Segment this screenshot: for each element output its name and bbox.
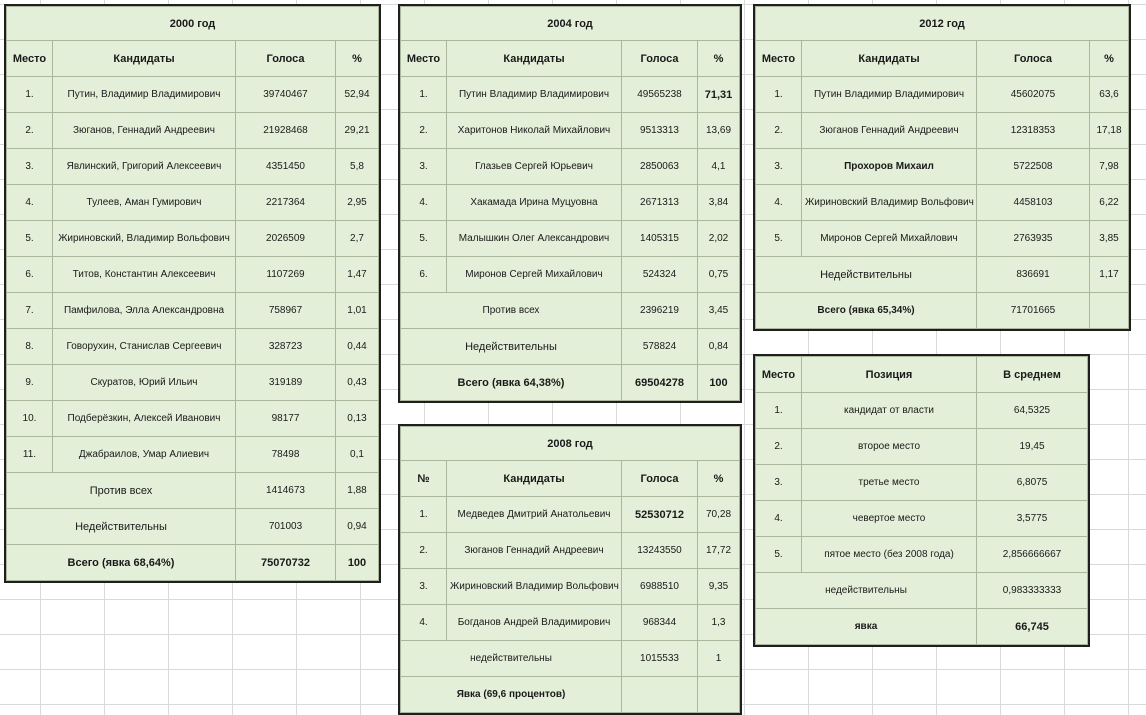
place-cell: 1. bbox=[7, 77, 53, 113]
place-cell: 2. bbox=[756, 113, 802, 149]
table-2004 bbox=[398, 4, 742, 403]
candidate-cell: Тулеев, Аман Гумирович bbox=[53, 185, 236, 221]
percent-cell: 2,02 bbox=[698, 221, 740, 257]
table-row bbox=[7, 329, 379, 365]
place-cell: 3. bbox=[401, 149, 447, 185]
percent-cell: 1,01 bbox=[336, 293, 379, 329]
col-header-candidates: Кандидаты bbox=[447, 41, 622, 77]
table-row bbox=[401, 185, 740, 221]
candidate-cell: Подберёзкин, Алексей Иванович bbox=[53, 401, 236, 437]
turnout-label: Явка (69,6 процентов) bbox=[401, 677, 622, 713]
position-cell: кандидат от власти bbox=[802, 393, 977, 429]
turnout-votes bbox=[622, 677, 698, 713]
votes-cell: 49565238 bbox=[622, 77, 698, 113]
against-votes: 2396219 bbox=[622, 293, 698, 329]
votes-cell: 319189 bbox=[236, 365, 336, 401]
table-row bbox=[7, 257, 379, 293]
turnout-row bbox=[401, 677, 740, 713]
candidate-cell: Медведев Дмитрий Анатольевич bbox=[447, 497, 622, 533]
table-row bbox=[7, 149, 379, 185]
total-votes: 75070732 bbox=[236, 545, 336, 581]
percent-cell: 0,43 bbox=[336, 365, 379, 401]
votes-cell: 21928468 bbox=[236, 113, 336, 149]
against-row bbox=[401, 293, 740, 329]
col-header-position: Позиция bbox=[802, 357, 977, 393]
table-row bbox=[401, 497, 740, 533]
table-row bbox=[401, 533, 740, 569]
votes-cell: 2763935 bbox=[977, 221, 1090, 257]
place-cell: 3. bbox=[401, 569, 447, 605]
place-cell: 4. bbox=[756, 501, 802, 537]
col-header-votes: Голоса bbox=[622, 461, 698, 497]
place-cell: 1. bbox=[401, 497, 447, 533]
place-cell: 11. bbox=[7, 437, 53, 473]
percent-cell: 17,72 bbox=[698, 533, 740, 569]
percent-cell: 3,85 bbox=[1090, 221, 1129, 257]
against-row bbox=[7, 473, 379, 509]
total-votes: 69504278 bbox=[622, 365, 698, 401]
percent-cell: 7,98 bbox=[1090, 149, 1129, 185]
col-header-place: Место bbox=[756, 41, 802, 77]
table-title: 2000 год bbox=[7, 7, 379, 41]
percent-cell: 63,6 bbox=[1090, 77, 1129, 113]
candidate-cell: Скуратов, Юрий Ильич bbox=[53, 365, 236, 401]
votes-cell: 45602075 bbox=[977, 77, 1090, 113]
table-row bbox=[756, 77, 1129, 113]
against-votes: 1414673 bbox=[236, 473, 336, 509]
table-row bbox=[756, 113, 1129, 149]
percent-cell: 0,1 bbox=[336, 437, 379, 473]
col-header-place: Место bbox=[756, 357, 802, 393]
votes-cell: 39740467 bbox=[236, 77, 336, 113]
candidate-cell: Явлинский, Григорий Алексеевич bbox=[53, 149, 236, 185]
percent-cell: 29,21 bbox=[336, 113, 379, 149]
table-row bbox=[401, 113, 740, 149]
place-cell: 5. bbox=[401, 221, 447, 257]
candidate-cell: Зюганов, Геннадий Андреевич bbox=[53, 113, 236, 149]
place-cell: 3. bbox=[756, 149, 802, 185]
place-cell: 5. bbox=[756, 221, 802, 257]
place-cell: 2. bbox=[756, 429, 802, 465]
table-row bbox=[7, 437, 379, 473]
place-cell: 1. bbox=[756, 393, 802, 429]
votes-cell: 78498 bbox=[236, 437, 336, 473]
invalid-row bbox=[401, 329, 740, 365]
total-label: Всего (явка 68,64%) bbox=[7, 545, 236, 581]
total-label: Всего (явка 64,38%) bbox=[401, 365, 622, 401]
total-row bbox=[756, 293, 1129, 329]
percent-cell: 3,84 bbox=[698, 185, 740, 221]
votes-cell: 4458103 bbox=[977, 185, 1090, 221]
percent-cell: 2,7 bbox=[336, 221, 379, 257]
table-row bbox=[756, 185, 1129, 221]
table-average bbox=[753, 354, 1090, 647]
votes-cell: 1107269 bbox=[236, 257, 336, 293]
candidate-cell: Хакамада Ирина Муцуовна bbox=[447, 185, 622, 221]
turnout-row bbox=[756, 609, 1088, 645]
invalid-label: Недействительны bbox=[7, 509, 236, 545]
col-header-place: Место bbox=[7, 41, 53, 77]
total-percent bbox=[1090, 293, 1129, 329]
place-cell: 9. bbox=[7, 365, 53, 401]
total-percent: 100 bbox=[336, 545, 379, 581]
percent-cell: 9,35 bbox=[698, 569, 740, 605]
votes-cell: 4351450 bbox=[236, 149, 336, 185]
table-row bbox=[756, 221, 1129, 257]
table-2012 bbox=[753, 4, 1131, 331]
votes-cell: 968344 bbox=[622, 605, 698, 641]
percent-cell: 0,75 bbox=[698, 257, 740, 293]
col-header-place: Место bbox=[401, 41, 447, 77]
candidate-cell: Миронов Сергей Михайлович bbox=[447, 257, 622, 293]
percent-cell: 1,3 bbox=[698, 605, 740, 641]
candidate-cell: Путин Владимир Владимирович bbox=[447, 77, 622, 113]
percent-cell: 70,28 bbox=[698, 497, 740, 533]
percent-cell: 52,94 bbox=[336, 77, 379, 113]
candidate-cell: Жириновский, Владимир Вольфович bbox=[53, 221, 236, 257]
percent-cell: 2,95 bbox=[336, 185, 379, 221]
invalid-votes: 701003 bbox=[236, 509, 336, 545]
table-row bbox=[401, 221, 740, 257]
col-header-percent: % bbox=[1090, 41, 1129, 77]
percent-cell: 0,13 bbox=[336, 401, 379, 437]
place-cell: 2. bbox=[7, 113, 53, 149]
votes-cell: 1405315 bbox=[622, 221, 698, 257]
candidate-cell: Прохоров Михаил bbox=[802, 149, 977, 185]
place-cell: 6. bbox=[401, 257, 447, 293]
candidate-cell: Говорухин, Станислав Сергеевич bbox=[53, 329, 236, 365]
total-row bbox=[401, 365, 740, 401]
percent-cell: 13,69 bbox=[698, 113, 740, 149]
votes-cell: 5722508 bbox=[977, 149, 1090, 185]
table-row bbox=[7, 77, 379, 113]
table-row bbox=[756, 501, 1088, 537]
votes-cell: 12318353 bbox=[977, 113, 1090, 149]
table-row bbox=[7, 293, 379, 329]
candidate-cell: Жириновский Владимир Вольфович bbox=[802, 185, 977, 221]
place-cell: 1. bbox=[401, 77, 447, 113]
table-title: 2008 год bbox=[401, 427, 740, 461]
table-title: 2004 год bbox=[401, 7, 740, 41]
table-row bbox=[756, 537, 1088, 573]
total-percent: 100 bbox=[698, 365, 740, 401]
invalid-row bbox=[756, 573, 1088, 609]
place-cell: 4. bbox=[401, 185, 447, 221]
col-header-number: № bbox=[401, 461, 447, 497]
candidate-cell: Зюганов Геннадий Андреевич bbox=[447, 533, 622, 569]
candidate-cell: Памфилова, Элла Александровна bbox=[53, 293, 236, 329]
average-cell: 6,8075 bbox=[977, 465, 1088, 501]
invalid-row bbox=[7, 509, 379, 545]
invalid-label: недействительны bbox=[401, 641, 622, 677]
votes-cell: 9513313 bbox=[622, 113, 698, 149]
place-cell: 7. bbox=[7, 293, 53, 329]
percent-cell: 0,44 bbox=[336, 329, 379, 365]
votes-cell: 2671313 bbox=[622, 185, 698, 221]
col-header-candidates: Кандидаты bbox=[447, 461, 622, 497]
votes-cell: 6988510 bbox=[622, 569, 698, 605]
votes-cell: 524324 bbox=[622, 257, 698, 293]
table-title: 2012 год bbox=[756, 7, 1129, 41]
against-percent: 1,88 bbox=[336, 473, 379, 509]
invalid-votes: 1015533 bbox=[622, 641, 698, 677]
table-row bbox=[7, 365, 379, 401]
candidate-cell: Путин, Владимир Владимирович bbox=[53, 77, 236, 113]
place-cell: 2. bbox=[401, 533, 447, 569]
invalid-row bbox=[756, 257, 1129, 293]
percent-cell: 4,1 bbox=[698, 149, 740, 185]
position-cell: чевертое место bbox=[802, 501, 977, 537]
average-cell: 19,45 bbox=[977, 429, 1088, 465]
table-row bbox=[756, 429, 1088, 465]
invalid-label: Недействительны bbox=[756, 257, 977, 293]
col-header-votes: Голоса bbox=[236, 41, 336, 77]
invalid-average: 0,983333333 bbox=[977, 573, 1088, 609]
table-row bbox=[756, 149, 1129, 185]
percent-cell: 1,47 bbox=[336, 257, 379, 293]
percent-cell: 71,31 bbox=[698, 77, 740, 113]
votes-cell: 2026509 bbox=[236, 221, 336, 257]
place-cell: 2. bbox=[401, 113, 447, 149]
turnout-percent bbox=[698, 677, 740, 713]
candidate-cell: Богданов Андрей Владимирович bbox=[447, 605, 622, 641]
place-cell: 5. bbox=[7, 221, 53, 257]
votes-cell: 98177 bbox=[236, 401, 336, 437]
candidate-cell: Миронов Сергей Михайлович bbox=[802, 221, 977, 257]
place-cell: 3. bbox=[7, 149, 53, 185]
average-cell: 3,5775 bbox=[977, 501, 1088, 537]
invalid-percent: 0,84 bbox=[698, 329, 740, 365]
votes-cell: 52530712 bbox=[622, 497, 698, 533]
votes-cell: 328723 bbox=[236, 329, 336, 365]
table-row bbox=[401, 77, 740, 113]
invalid-row bbox=[401, 641, 740, 677]
votes-cell: 2850063 bbox=[622, 149, 698, 185]
candidate-cell: Жириновский Владимир Вольфович bbox=[447, 569, 622, 605]
place-cell: 5. bbox=[756, 537, 802, 573]
table-row bbox=[7, 221, 379, 257]
col-header-candidates: Кандидаты bbox=[802, 41, 977, 77]
percent-cell: 6,22 bbox=[1090, 185, 1129, 221]
table-row bbox=[756, 465, 1088, 501]
col-header-candidates: Кандидаты bbox=[53, 41, 236, 77]
table-row bbox=[401, 149, 740, 185]
place-cell: 10. bbox=[7, 401, 53, 437]
table-2000 bbox=[4, 4, 381, 583]
table-row bbox=[401, 569, 740, 605]
col-header-average: В среднем bbox=[977, 357, 1088, 393]
votes-cell: 13243550 bbox=[622, 533, 698, 569]
against-label: Против всех bbox=[7, 473, 236, 509]
col-header-percent: % bbox=[698, 461, 740, 497]
percent-cell: 17,18 bbox=[1090, 113, 1129, 149]
votes-cell: 2217364 bbox=[236, 185, 336, 221]
votes-cell: 758967 bbox=[236, 293, 336, 329]
candidate-cell: Зюганов Геннадий Андреевич bbox=[802, 113, 977, 149]
against-label: Против всех bbox=[401, 293, 622, 329]
total-label: Всего (явка 65,34%) bbox=[756, 293, 977, 329]
table-row bbox=[401, 257, 740, 293]
total-votes: 71701665 bbox=[977, 293, 1090, 329]
table-row bbox=[7, 113, 379, 149]
candidate-cell: Харитонов Николай Михайлович bbox=[447, 113, 622, 149]
invalid-percent: 1,17 bbox=[1090, 257, 1129, 293]
invalid-label: недействительны bbox=[756, 573, 977, 609]
turnout-average: 66,745 bbox=[977, 609, 1088, 645]
position-cell: второе место bbox=[802, 429, 977, 465]
invalid-percent: 0,94 bbox=[336, 509, 379, 545]
place-cell: 1. bbox=[756, 77, 802, 113]
table-row bbox=[401, 605, 740, 641]
percent-cell: 5,8 bbox=[336, 149, 379, 185]
col-header-votes: Голоса bbox=[977, 41, 1090, 77]
table-row bbox=[7, 185, 379, 221]
col-header-percent: % bbox=[336, 41, 379, 77]
invalid-label: Недействительны bbox=[401, 329, 622, 365]
place-cell: 4. bbox=[756, 185, 802, 221]
turnout-label: явка bbox=[756, 609, 977, 645]
position-cell: третье место bbox=[802, 465, 977, 501]
place-cell: 4. bbox=[401, 605, 447, 641]
place-cell: 6. bbox=[7, 257, 53, 293]
average-cell: 2,856666667 bbox=[977, 537, 1088, 573]
place-cell: 8. bbox=[7, 329, 53, 365]
table-2008 bbox=[398, 424, 742, 715]
place-cell: 4. bbox=[7, 185, 53, 221]
invalid-votes: 836691 bbox=[977, 257, 1090, 293]
invalid-votes: 578824 bbox=[622, 329, 698, 365]
place-cell: 3. bbox=[756, 465, 802, 501]
candidate-cell: Путин Владимир Владимирович bbox=[802, 77, 977, 113]
table-row bbox=[756, 393, 1088, 429]
col-header-votes: Голоса bbox=[622, 41, 698, 77]
col-header-percent: % bbox=[698, 41, 740, 77]
candidate-cell: Глазьев Сергей Юрьевич bbox=[447, 149, 622, 185]
against-percent: 3,45 bbox=[698, 293, 740, 329]
position-cell: пятое место (без 2008 года) bbox=[802, 537, 977, 573]
average-cell: 64,5325 bbox=[977, 393, 1088, 429]
total-row bbox=[7, 545, 379, 581]
candidate-cell: Малышкин Олег Александрович bbox=[447, 221, 622, 257]
table-row bbox=[7, 401, 379, 437]
candidate-cell: Джабраилов, Умар Алиевич bbox=[53, 437, 236, 473]
invalid-percent: 1 bbox=[698, 641, 740, 677]
candidate-cell: Титов, Константин Алексеевич bbox=[53, 257, 236, 293]
